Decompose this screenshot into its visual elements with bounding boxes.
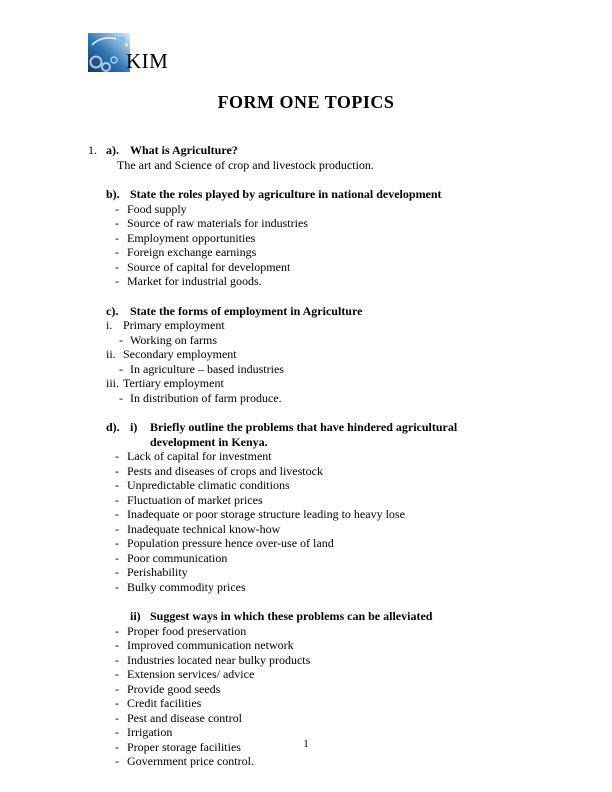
dash-marker: - xyxy=(119,361,123,376)
list-item-text: Poor communication xyxy=(127,550,228,565)
list-item xyxy=(115,464,542,479)
bullet-list xyxy=(115,202,542,289)
list-item-text: Primary employment xyxy=(123,318,225,332)
dash-marker: - xyxy=(115,681,119,696)
list-item-text: Provide good seeds xyxy=(127,681,221,696)
question-heading: What is Agriculture? xyxy=(130,143,238,157)
list-item xyxy=(115,696,542,711)
list-item-text: Proper food preservation xyxy=(127,623,247,638)
kim-logo-image xyxy=(88,33,130,72)
list-item xyxy=(115,667,542,682)
dash-marker: - xyxy=(115,652,119,667)
section-c-heading-row xyxy=(106,304,542,319)
dash-marker: - xyxy=(115,623,119,638)
list-item xyxy=(115,478,542,493)
dash-marker: - xyxy=(115,667,119,681)
list-item xyxy=(115,580,542,595)
list-item xyxy=(115,551,542,566)
bullet-list xyxy=(115,449,542,594)
section-d-i xyxy=(88,420,542,594)
logo-text: KIM xyxy=(126,49,169,73)
dash-marker: - xyxy=(115,536,119,550)
dash-marker: - xyxy=(119,390,123,405)
list-item-text: Inadequate or poor storage structure leading to heavy lose xyxy=(127,507,405,521)
list-item xyxy=(115,245,542,260)
list-item-text: Credit facilities xyxy=(127,696,202,710)
list-item xyxy=(115,711,542,726)
part-label-c: c). xyxy=(106,303,119,318)
list-item xyxy=(115,536,542,551)
dash-marker: - xyxy=(115,274,119,288)
section-b-heading-row xyxy=(106,187,542,202)
list-item xyxy=(115,682,542,697)
dash-marker: - xyxy=(115,710,119,725)
dash-marker: - xyxy=(115,449,119,463)
section-heading: Briefly outline the problems that have hindered agricultural development in Kenya. xyxy=(150,420,458,449)
roman-marker: ii. xyxy=(106,347,116,361)
dash-marker: - xyxy=(115,638,119,652)
section-ii-heading-row xyxy=(130,609,542,624)
roman-marker: iii. xyxy=(106,376,120,390)
dash-marker: - xyxy=(115,550,119,565)
sub-label-ii: ii) xyxy=(130,609,141,623)
dash-marker: - xyxy=(115,565,119,579)
section-heading: Suggest ways in which these problems can be alleviated xyxy=(150,609,433,623)
list-item-text: Population pressure hence over-use of land xyxy=(127,536,334,550)
list-item xyxy=(115,274,542,289)
dash-marker: - xyxy=(115,478,119,492)
dash-marker: - xyxy=(115,739,119,754)
section-heading: State the roles played by agriculture in national development xyxy=(130,187,442,201)
list-item-text: Improved communication network xyxy=(127,638,294,652)
list-item xyxy=(115,202,542,217)
section-heading: State the forms of employment in Agriculture xyxy=(130,303,363,318)
list-item xyxy=(115,638,542,653)
roman-marker: i. xyxy=(106,318,113,332)
list-item-text: Employment opportunities xyxy=(127,230,256,245)
part-label-d: d). xyxy=(106,420,120,434)
list-item xyxy=(115,231,542,246)
list-item xyxy=(115,449,542,464)
list-item-text: Lack of capital for investment xyxy=(127,449,272,463)
list-item-text: Perishability xyxy=(127,565,188,579)
dash-marker: - xyxy=(115,521,119,536)
dash-marker: - xyxy=(115,230,119,245)
list-subitem-text: In agriculture – based industries xyxy=(130,361,284,376)
part-label-a: a). xyxy=(106,143,119,157)
document-content xyxy=(88,143,542,769)
dash-marker: - xyxy=(119,332,123,347)
list-item-text: Industries located near bulky products xyxy=(127,652,311,667)
logo xyxy=(88,0,612,72)
list-subitem xyxy=(119,362,542,377)
list-item xyxy=(115,754,542,769)
dash-marker: - xyxy=(115,754,119,768)
list-item-text: Government price control. xyxy=(127,754,254,768)
section-b xyxy=(88,187,542,289)
list-item-text: Source of capital for development xyxy=(127,259,291,274)
list-item xyxy=(115,653,542,668)
list-item xyxy=(115,522,542,537)
list-item xyxy=(115,216,542,231)
page-number: 1 xyxy=(303,738,309,750)
list-item xyxy=(106,376,542,391)
list-item xyxy=(115,507,542,522)
question-1a-heading-row xyxy=(88,143,542,158)
list-item-text: Fluctuation of market prices xyxy=(127,492,263,507)
list-item-text: Proper storage facilities xyxy=(127,739,241,754)
dash-marker: - xyxy=(115,579,119,594)
list-item-text: Unpredictable climatic conditions xyxy=(127,478,290,492)
list-item-text: Source of raw materials for industries xyxy=(127,216,308,230)
part-label-b: b). xyxy=(106,187,120,201)
list-item xyxy=(115,260,542,275)
list-subitem xyxy=(119,333,542,348)
list-item-text: Irrigation xyxy=(127,725,173,739)
list-item-text: Pests and diseases of crops and livestock xyxy=(127,463,323,478)
list-subitem-text: Working on farms xyxy=(130,332,218,347)
page-title: FORM ONE TOPICS xyxy=(217,92,395,112)
dash-marker: - xyxy=(115,245,119,259)
list-item xyxy=(106,347,542,362)
sub-label-i: i) xyxy=(130,420,138,434)
list-item-text: Extension services/ advice xyxy=(127,667,255,681)
list-item xyxy=(115,493,542,508)
list-item xyxy=(115,565,542,580)
dash-marker: - xyxy=(115,492,119,507)
list-item-text: Inadequate technical know-how xyxy=(127,521,281,536)
list-item-text: Pest and disease control xyxy=(127,710,242,725)
list-item-text: Tertiary employment xyxy=(123,376,224,390)
dash-marker: - xyxy=(115,696,119,710)
list-item-text: Bulky commodity prices xyxy=(127,579,246,594)
section-c xyxy=(88,304,542,406)
list-item xyxy=(106,318,542,333)
answer-text: The art and Science of crop and livestock production. xyxy=(117,157,374,172)
list-item-text: Food supply xyxy=(127,201,187,216)
question-number: 1. xyxy=(88,143,97,157)
dash-marker: - xyxy=(115,216,119,230)
list-item-text: Secondary employment xyxy=(123,347,237,361)
list-item-text: Foreign exchange earnings xyxy=(127,245,257,259)
dash-marker: - xyxy=(115,725,119,739)
dash-marker: - xyxy=(115,507,119,521)
list-subitem xyxy=(119,391,542,406)
list-subitem-text: In distribution of farm produce. xyxy=(130,390,282,405)
dash-marker: - xyxy=(115,463,119,478)
dash-marker: - xyxy=(115,259,119,274)
list-item xyxy=(115,624,542,639)
section-d-heading-row xyxy=(106,420,542,449)
dash-marker: - xyxy=(115,201,119,216)
list-item-text: Market for industrial goods. xyxy=(127,274,262,288)
